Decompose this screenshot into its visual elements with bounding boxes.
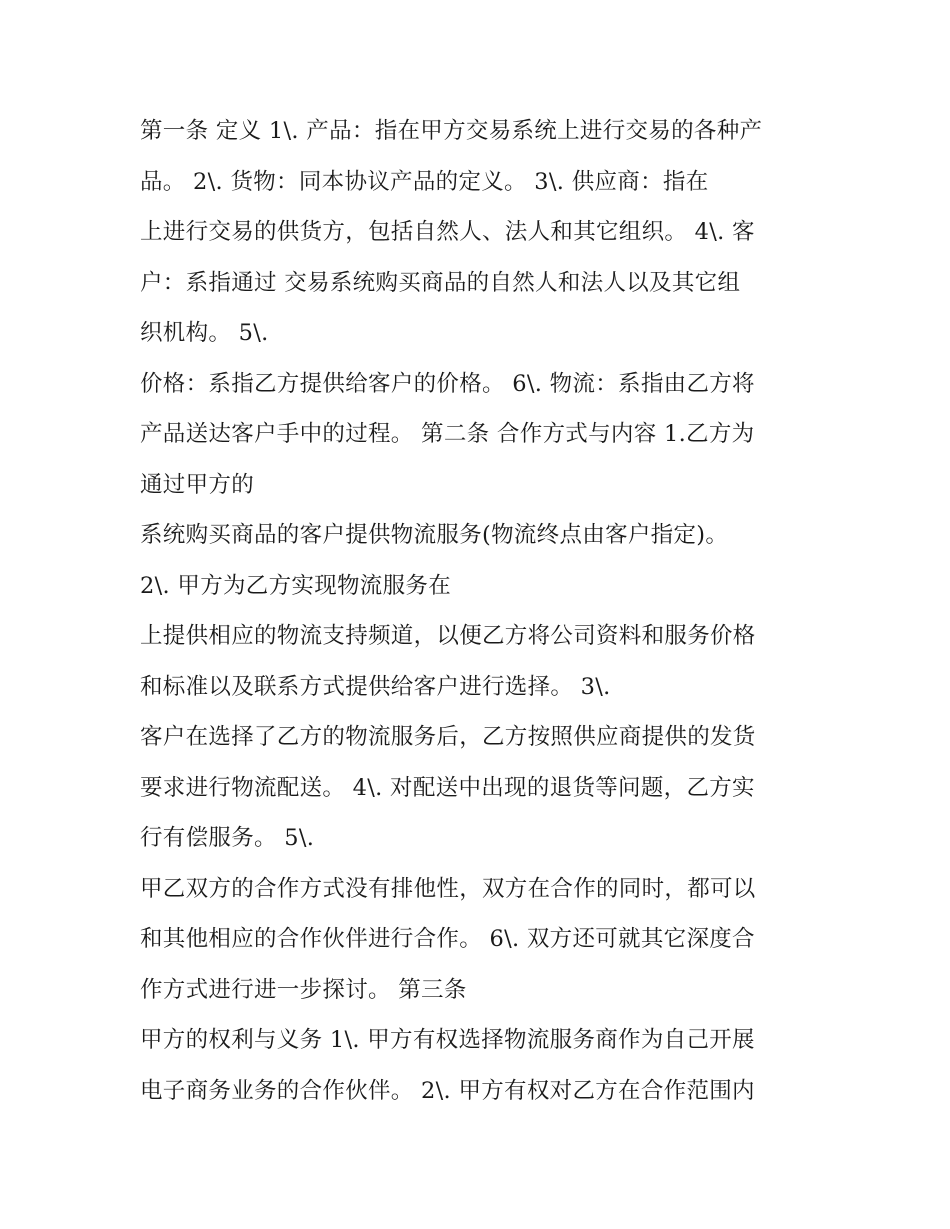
text-line: 通过甲方的 bbox=[140, 471, 255, 498]
text-line: 品。 2\. 货物：同本协议产品的定义。 3\. 供应商：指在 bbox=[140, 168, 709, 195]
text-line: 和标准以及联系方式提供给客户进行选择。 3\. bbox=[140, 673, 611, 700]
text-line: 织机构。 5\. bbox=[140, 320, 269, 346]
text-line: 客户在选择了乙方的物流服务后，乙方按照供应商提供的发货 bbox=[140, 724, 756, 750]
text-line: 上进行交易的供货方，包括自然人、法人和其它组织。 4\. 客 bbox=[140, 219, 755, 245]
text-line: 甲方的权利与义务 1\. 甲方有权选择物流服务商作为自己开展 bbox=[140, 1027, 755, 1053]
text-line: 第一条 定义 1\. 产品：指在甲方交易系统上进行交易的各种产 bbox=[140, 118, 763, 144]
text-line: 行有偿服务。 5\. bbox=[140, 825, 315, 851]
text-line: 系统购买商品的客户提供物流服务(物流终点由客户指定)。 bbox=[140, 522, 729, 548]
text-line: 电子商务业务的合作伙伴。 2\. 甲方有权对乙方在合作范围内 bbox=[140, 1077, 755, 1104]
text-line: 上提供相应的物流支持频道，以便乙方将公司资料和服务价格 bbox=[140, 623, 756, 649]
text-line: 和其他相应的合作伙伴进行合作。 6\. 双方还可就其它深度合 bbox=[140, 926, 755, 952]
text-line: 要求进行物流配送。 4\. 对配送中出现的退货等问题，乙方实 bbox=[140, 774, 755, 801]
text-line: 产品送达客户手中的过程。 第二条 合作方式与内容 1.乙方为 bbox=[140, 421, 755, 447]
text-line: 甲乙双方的合作方式没有排他性，双方在合作的同时，都可以 bbox=[140, 875, 756, 902]
text-line: 户：系指通过 交易系统购买商品的自然人和法人以及其它组 bbox=[140, 269, 741, 296]
document-body bbox=[140, 106, 830, 1116]
text-line: 2\. 甲方为乙方实现物流服务在 bbox=[140, 572, 452, 599]
text-line: 价格：系指乙方提供给客户的价格。 6\. 物流：系指由乙方将 bbox=[140, 370, 755, 397]
text-line: 作方式进行进一步探讨。 第三条 bbox=[140, 976, 467, 1003]
